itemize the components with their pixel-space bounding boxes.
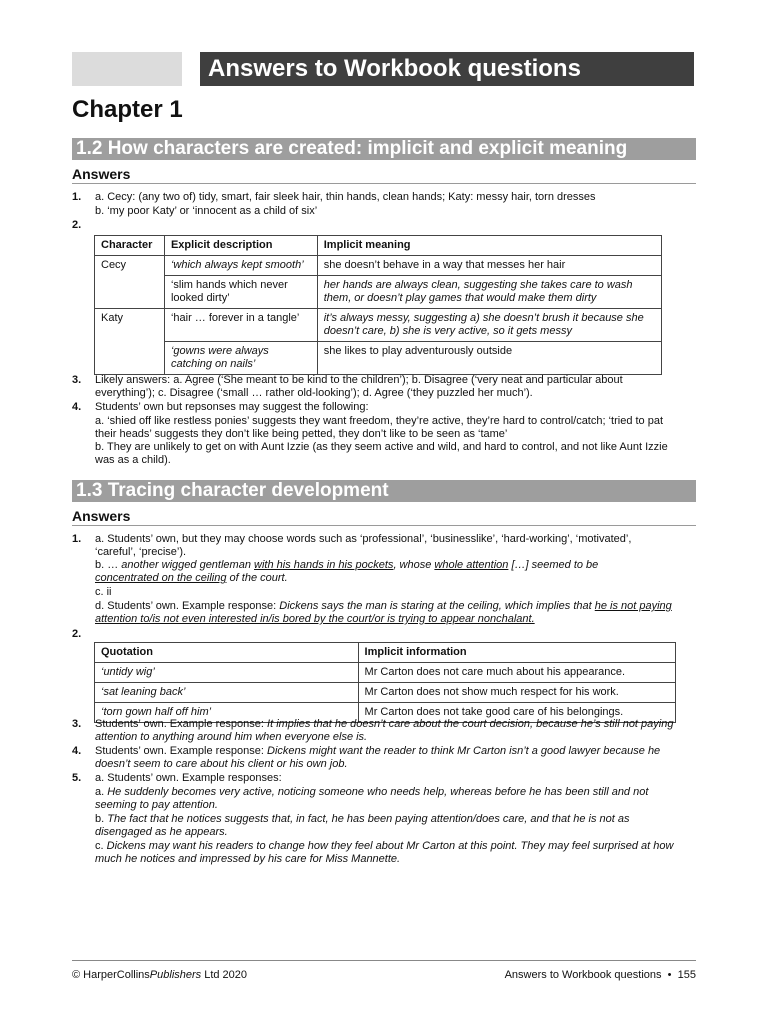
answer-text: Likely answers: a. Agree (‘She meant to be kind to the children’); b. Disagree (‘very neat and particular about everything’); c. Disagree (‘small … rather old-looking’); d. Agree (‘they puzzled her much’). <box>95 374 623 399</box>
answer-text: a. Students’ own, but they may choose words such as ‘professional’, ‘businesslike’, ‘hard-working’, ‘motivated’, ‘careful’, ‘precise’). <box>95 533 632 558</box>
table-cell: ‘gowns were always catching on nails’ <box>164 342 317 375</box>
q-number: 1. <box>72 191 82 203</box>
table-cell: ‘slim hands which never looked dirty’ <box>164 276 317 309</box>
table-row <box>95 663 676 683</box>
section-heading-1-2: 1.2 How characters are created: implicit and explicit meaning <box>72 138 696 160</box>
character-table <box>94 235 662 375</box>
answer-text: b. ‘my poor Katy’ or ‘innocent as a child of six’ <box>95 205 318 217</box>
q-number: 4. <box>72 401 82 413</box>
table-row <box>95 256 662 276</box>
footer-section-title: Answers to Workbook questions <box>504 969 662 981</box>
q-number: 4. <box>72 745 82 757</box>
answer-text: a. He suddenly becomes very active, noticing someone who needs help, whereas before he has been still and not seeming to pay attention. <box>95 786 649 811</box>
table-header: Implicit meaning <box>317 236 661 256</box>
table-header: Explicit description <box>164 236 317 256</box>
answers-label-1-2: Answers <box>72 166 696 184</box>
footer-page-info <box>505 969 696 981</box>
table-cell: Katy <box>95 309 165 375</box>
footer-divider <box>72 960 696 961</box>
table-row <box>95 342 662 375</box>
table-cell: Mr Carton does not take good care of his belongings. <box>358 703 675 723</box>
answer-text: Students’ own. Example response: It implies that he doesn’t care about the court decision, because he’s still not paying attention to anything around him when everyone else is. <box>95 718 674 743</box>
table-cell: it’s always messy, suggesting a) she doesn’t brush it because she doesn’t care, b) she is very active, so it gets messy <box>317 309 661 342</box>
table-row <box>95 276 662 309</box>
table-cell: Mr Carton does not care much about his appearance. <box>358 663 675 683</box>
table-cell: Cecy <box>95 256 165 309</box>
table-cell: she doesn’t behave in a way that messes her hair <box>317 256 661 276</box>
table-row <box>95 309 662 342</box>
answer-text: d. Students’ own. Example response: Dickens says the man is staring at the ceiling, which implies that he is not paying attention to/is not even interested in/is bored by the court/or is trying to appear nonchalant. <box>95 600 672 625</box>
table-cell: her hands are always clean, suggesting she takes care to wash them, or doesn’t play games that would make them dirty <box>317 276 661 309</box>
q-number: 3. <box>72 374 82 386</box>
table-cell: ‘untidy wig’ <box>95 663 359 683</box>
table-cell: ‘sat leaning back’ <box>95 683 359 703</box>
answer-text: c. ii <box>95 586 112 598</box>
table-header: Implicit information <box>358 643 675 663</box>
q-number: 1. <box>72 533 82 545</box>
table-header-row <box>95 236 662 256</box>
answer-text: a. Students’ own. Example responses: <box>95 772 282 784</box>
page-number: 155 <box>677 969 696 981</box>
q-number: 5. <box>72 772 82 784</box>
table-cell: ‘torn gown half off him’ <box>95 703 359 723</box>
footer-copyright: © HarperCollinsPublishers Ltd 2020 <box>72 969 248 981</box>
table-header: Quotation <box>95 643 359 663</box>
quotation-table <box>94 642 676 723</box>
page-title: Answers to Workbook questions <box>200 52 694 86</box>
table-cell: Mr Carton does not show much respect for his work. <box>358 683 675 703</box>
answer-text: c. Dickens may want his readers to change how they feel about Mr Carton at this point. They may feel surprised at how much he notices and impressed by his care for Miss Mannette. <box>95 840 674 865</box>
header-grey-block <box>72 52 182 86</box>
answer-text: b. … another wigged gentleman with his hands in his pockets, whose whole attention […] seemed to be concentrated on the ceiling of the court. <box>95 559 599 584</box>
table-row <box>95 683 676 703</box>
table-cell: ‘hair … forever in a tangle’ <box>164 309 317 342</box>
answers-label-1-3: Answers <box>72 508 696 526</box>
table-header-row <box>95 643 676 663</box>
answer-text: Students’ own but repsonses may suggest the following: <box>95 401 369 413</box>
answer-text: a. Cecy: (any two of) tidy, smart, fair sleek hair, thin hands, clean hands; Katy: messy hair, torn dresses <box>95 191 596 203</box>
answer-text: b. The fact that he notices suggests that, in fact, he has been paying attention/does care, and that he is not as disengaged as he appears. <box>95 813 630 838</box>
table-cell: she likes to play adventurously outside <box>317 342 661 375</box>
answer-text: a. ‘shied off like restless ponies’ suggests they want freedom, they’re active, they’re hard to control/catch; ‘tried to pat their heads’ suggests they don’t like being petted, they don’t like to be seen as ‘tame’ <box>95 415 664 440</box>
footer-bullet: • <box>667 969 672 981</box>
table-cell: ‘which always kept smooth’ <box>164 256 317 276</box>
answer-text: b. They are unlikely to get on with Aunt Izzie (as they seem active and wild, and hard to control, and not like Aunt Izzie was as a child). <box>95 441 668 466</box>
answer-text: Students’ own. Example response: Dickens might want the reader to think Mr Carton isn’t a good lawyer because he doesn’t seem to care about his client or his own job. <box>95 745 661 770</box>
q-number: 2. <box>72 628 82 640</box>
chapter-heading: Chapter 1 <box>72 96 183 123</box>
q-number: 2. <box>72 219 82 231</box>
table-header: Character <box>95 236 165 256</box>
q-number: 3. <box>72 718 82 730</box>
section-heading-1-3: 1.3 Tracing character development <box>72 480 696 502</box>
